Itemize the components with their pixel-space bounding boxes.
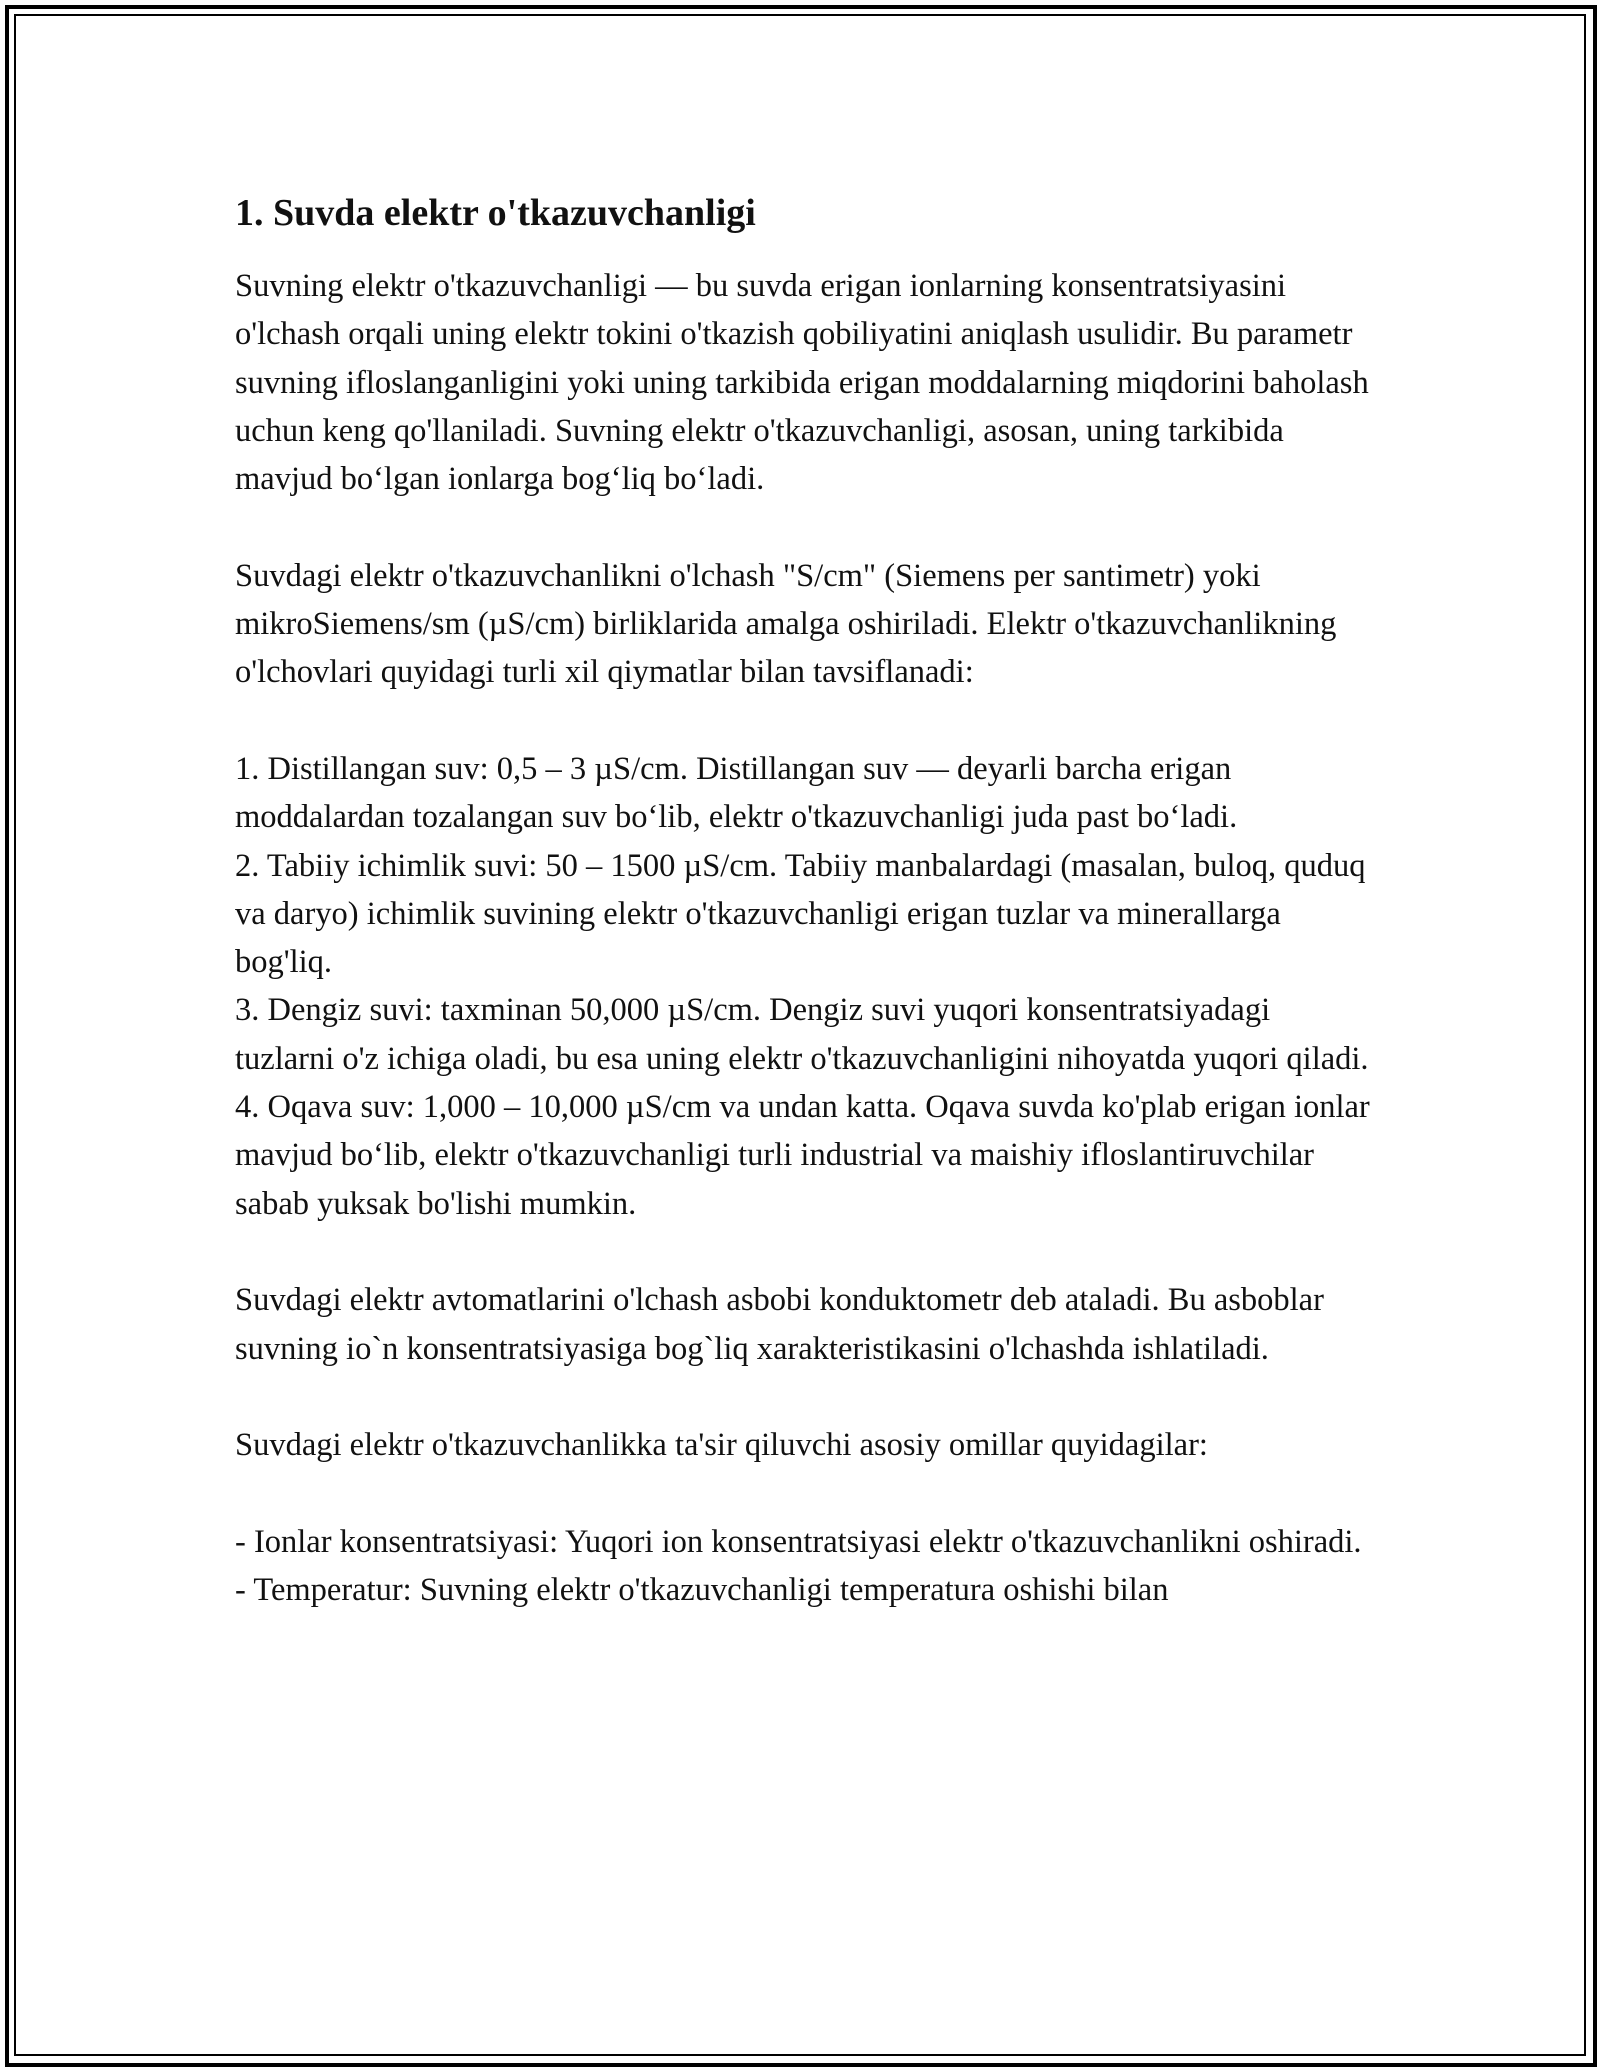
document-body	[235, 186, 1375, 1614]
list-item: 2. Tabiiy ichimlik suvi: 50 – 1500 µS/cm. Tabiiy manbalardagi (masalan, buloq, quduq va daryo) ichimlik suvining elektr o'tkazuvchanligi erigan tuzlar va minerallarga bog'liq.	[235, 847, 1366, 981]
numbered-list	[235, 745, 1375, 1228]
list-item: - Ionlar konsentratsiyasi: Yuqori ion konsentratsiyasi elektr o'tkazuvchanlikni oshiradi.	[235, 1523, 1362, 1560]
paragraph-units: Suvdagi elektr o'tkazuvchanlikni o'lchash "S/cm" (Siemens per santimetr) yoki mikroSiemens/sm (µS/cm) birliklarida amalga oshiriladi. Elektr o'tkazuvchanlikning o'lchovlari quyidagi turli xil qiymatlar bilan tavsiflanadi:	[235, 557, 1337, 691]
paragraph-gap	[235, 503, 1375, 551]
list-item: 4. Oqava suv: 1,000 – 10,000 µS/cm va undan katta. Oqava suvda ko'plab erigan ionlar mavjud bo‘lib, elektr o'tkazuvchanligi turli industrial va maishiy ifloslantiruvchilar sabab yuksak bo'lishi mumkin.	[235, 1089, 1370, 1222]
list-item: 3. Dengiz suvi: taxminan 50,000 µS/cm. Dengiz suvi yuqori konsentratsiyadagi tuzlarni o'z ichiga oladi, bu esa uning elektr o'tkazuvchanligini nihoyatda yuqori qiladi.	[235, 992, 1369, 1077]
paragraph-intro: Suvning elektr o'tkazuvchanligi — bu suvda erigan ionlarning konsentratsiyasini o'lchash orqali uning elektr tokini o'tkazish qobiliyatini aniqlash usulidir. Bu parametr suvning ifloslanganligini yoki uning tarkibida erigan moddalarning miqdorini baholash uchun keng qo'llaniladi. Suvning elektr o'tkazuvchanligi, asosan, uning tarkibida mavjud bo‘lgan ionlarga bog‘liq bo‘ladi.	[235, 268, 1369, 498]
factors-list	[235, 1518, 1375, 1615]
paragraph-gap	[235, 1228, 1375, 1276]
page-title: 1. Suvda elektr o'tkazuvchanligi	[235, 192, 756, 234]
paragraph-gap	[235, 1469, 1375, 1517]
paragraph-factors-intro: Suvdagi elektr o'tkazuvchanlikka ta'sir qiluvchi asosiy omillar quyidagilar:	[235, 1427, 1208, 1464]
paragraph-conductometer: Suvdagi elektr avtomatlarini o'lchash asbobi konduktometr deb ataladi. Bu asboblar suvning io`n konsentratsiyasiga bog`liq xarakteristikasini o'lchashda ishlatiladi.	[235, 1282, 1324, 1367]
paragraph-gap	[235, 1373, 1375, 1421]
list-item: 1. Distillangan suv: 0,5 – 3 µS/cm. Distillangan suv — deyarli barcha erigan moddalardan tozalangan suv bo‘lib, elektr o'tkazuvchanligi juda past bo‘ladi.	[235, 750, 1238, 836]
list-item: - Temperatur: Suvning elektr o'tkazuvchanligi temperatura oshishi bilan	[235, 1572, 1169, 1609]
paragraph-gap	[235, 697, 1375, 745]
